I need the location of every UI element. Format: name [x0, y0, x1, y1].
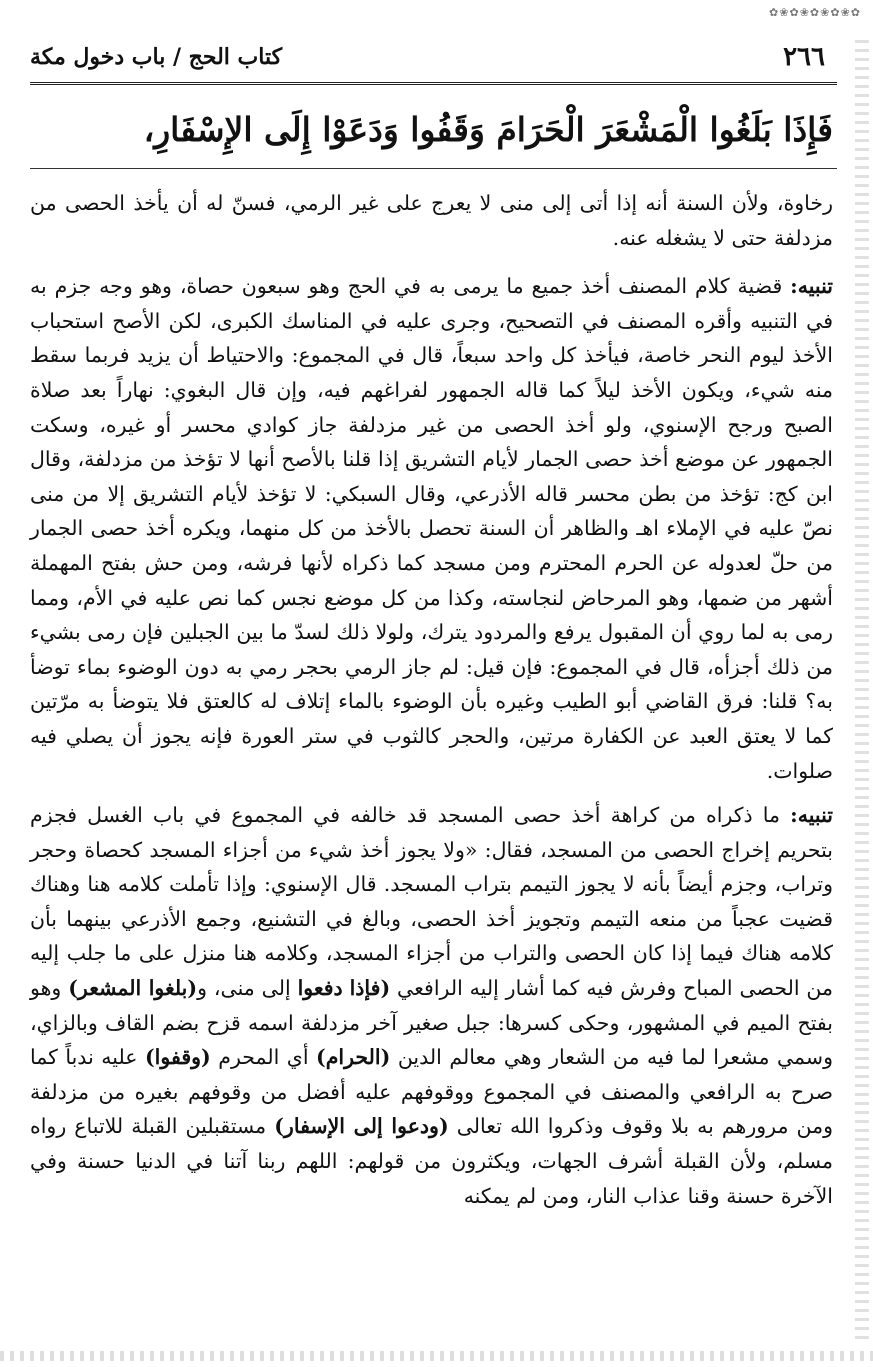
paragraph-3-text: ما ذكراه من كراهة أخذ حصى المسجد قد خالفه في المجموع في باب الغسل فجزم بتحريم إخراج الحصى من المسجد، فقال: «ولا يجوز أخذ شيء من أجزاء المسجد كحصاة وحجر وتراب، وجزم أيضاً بأنه لا يجوز التيمم بتراب المسجد. قال الإسنوي: وإذا تأملت كلامه هنا وهناك قضيت عجباً من منعه التيمم وتجويز أخذ الحصى، وبالغ في التشنيع، وجمع الأذرعي بينهما بأن كلامه هناك فيما إذا كان الحصى والتراب من أجزاء المسجد، وكلامه هنا منزل على ما جلب إليه من الحصى المباح وفرش فيه كما أشار إليه الرافعي: [30, 803, 833, 1001]
top-border-ornament: ✿❀✿❀✿❀✿❀✿: [769, 6, 861, 19]
paragraph-2-text: قضية كلام المصنف أخذ جميع ما يرمى به في الحج وهو سبعون حصاة، وهو وجه جزم به في التنبيه وأقره المصنف في التصحيح، وجرى عليه في المناسك الكبرى، لكن الأصح استحباب الأخذ ليوم النحر خاصة، فيأخذ كل واحد سبعاً، قال في المجموع: والاحتياط أن يزيد فربما سقط منه شيء، ويكون الأخذ ليلاً كما قاله الجمهور لفراغهم فيه، وإن قال البغوي: نهاراً بعد صلاة الصبح ورجح الإسنوي، ولو أخذ الحصى من غير مزدلفة جاز كوادي محسر أو غيره، وسكت الجمهور عن موضع أخذ حصى الجمار لأيام التشريق إذا قلنا بالأصح أنها لا تؤخذ من مزدلفة، وقال ابن كج: تؤخذ من بطن محسر قاله الأذرعي، وقال السبكي: لا تؤخذ لأيام التشريق إلا من منى نصّ عليه في الإملاء اهـ والظاهر أن السنة تحصل بالأخذ من كل منهما، ويكره أخذ حصى الجمار من حلّ لعدوله عن الحرم المحترم ومن مسجد كما ذكراه لأنها فرشه، ومن حش بفتح المهملة أشهر من ضمها، وهو المرحاض لنجاسته، وكذا من كل موضع نجس كما نص عليه في الأم، ومما رمى به لما روي أن المقبول يرفع والمردود يترك، ولولا ذلك لسدّ ما بين الجبلين فإن رمى بشيء من ذلك أجزأه، قال في المجموع: فإن قيل: لم جاز الرمي بحجر رمي به دون الوضوء بماء توضأ به؟ قلنا: فرق القاضي أبو الطيب وغيره بأن الوضوء بالماء إتلاف له كالعتق فلا يتوضأ به مرّتين كما لا يعتق العبد عن الكفارة مرتين، والحجر كالثوب في ستر العورة فإنه يجوز أن يصلي فيه صلوات.: [30, 274, 833, 783]
matn-quote: دفعوا: [297, 976, 343, 1001]
matn-quote: (فإذا: [349, 976, 391, 1001]
matn-quote: (ودعوا إلى الإسفار): [274, 1114, 449, 1139]
running-title: كتاب الحج / باب دخول مكة: [30, 44, 283, 70]
matn-quote: (الحرام): [316, 1045, 391, 1070]
matn-quote: (وقفوا): [144, 1045, 211, 1070]
page-number: ٢٦٦: [783, 42, 825, 72]
header-divider: [30, 82, 837, 85]
quran-verse: فَإِذَا بَلَغُوا الْمَشْعَرَ الْحَرَامَ وَقَفُوا وَدَعَوْا إِلَى الإِسْفَارِ،: [143, 110, 833, 149]
paragraph-3-text: مستقبلين القبلة للاتباع رواه مسلم، ولأن القبلة أشرف الجهات، ويكثرون من قولهم: اللهم ربنا آتنا في الدنيا حسنة وفي الآخرة حسنة وقنا عذاب النار، ومن لم يمكنه: [30, 1114, 833, 1208]
tanbih-label: تنبيه:: [790, 803, 833, 828]
page-header: [30, 38, 837, 78]
bottom-border-ornament: [0, 1351, 873, 1361]
main-text: [30, 186, 833, 1223]
matn-quote: (بلغوا المشعر): [68, 976, 198, 1001]
paragraph-3-text: أي المحرم: [210, 1045, 317, 1070]
paragraph-3-text: عليه ندباً كما صرح به الرافعي والمصنف في المجموع ووقوفهم عليه أفضل من وقوفهم بغيره من مزدلفة ومن مرورهم به بلا وقوف وذكروا الله تعالى: [30, 1045, 833, 1139]
right-border-ornament: [855, 40, 869, 1340]
paragraph-3-text: [343, 976, 350, 1000]
paragraph-1: رخاوة، ولأن السنة أنه إذا أتى إلى منى لا يعرج على غير الرمي، فسنّ له أن يأخذ الحصى من مزدلفة حتى لا يشغله عنه.: [30, 191, 833, 250]
paragraph-3-text: وهو بفتح الميم في المشهور، وحكى كسرها: جبل صغير آخر مزدلفة اسمه قزح بضم القاف وبالزاي، وسمي مشعرا لما فيه من الشعار وهي معالم الدين: [30, 976, 833, 1070]
paragraph-3: [30, 798, 833, 1213]
paragraph-2: [30, 269, 833, 788]
paragraph-3-text: إلى منى، و: [197, 976, 298, 1001]
tanbih-label: تنبيه:: [790, 274, 833, 299]
verse-divider: [30, 168, 837, 169]
